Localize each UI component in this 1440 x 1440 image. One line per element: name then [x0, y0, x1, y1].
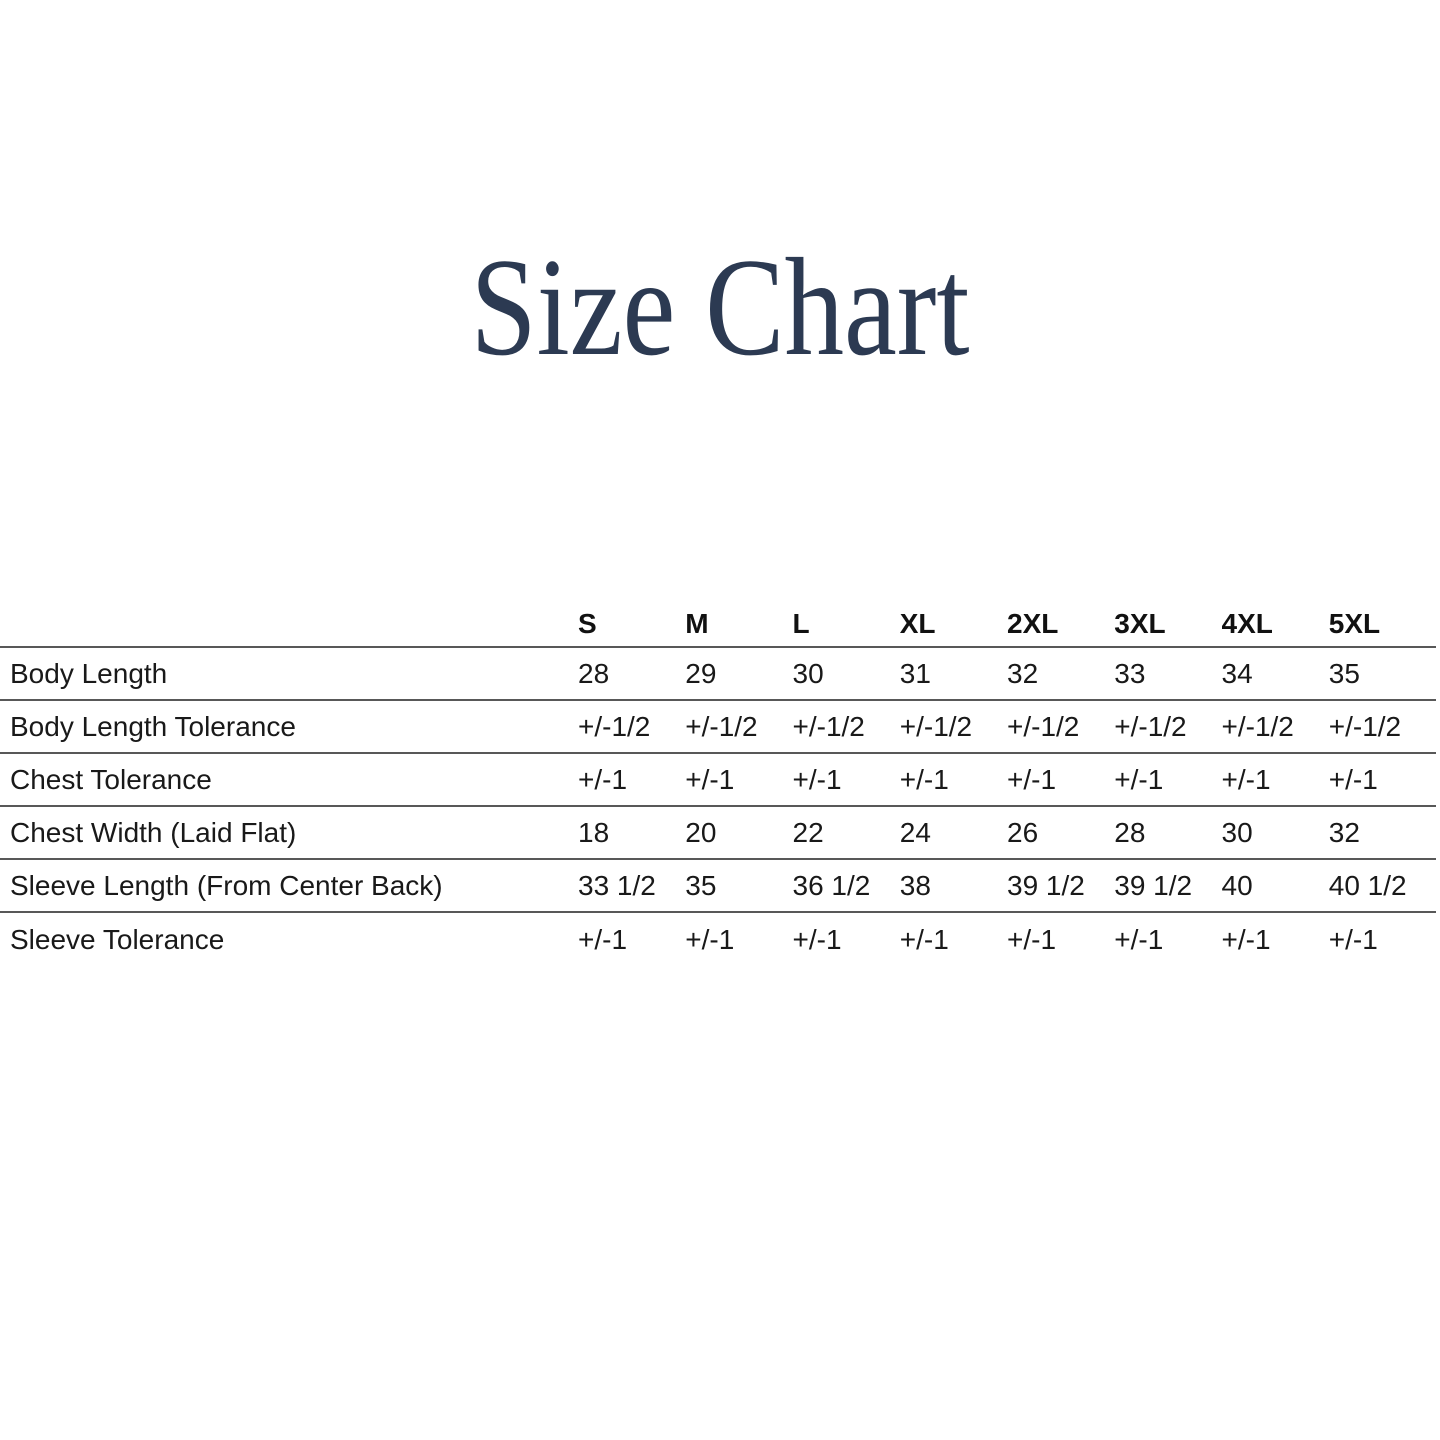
table-row [0, 701, 1436, 754]
row-label: Chest Tolerance [10, 763, 212, 795]
column-header-4xl: 4XL [1221, 608, 1273, 639]
value-cell: 36 1/2 [792, 869, 871, 901]
value-cell: +/-1 [1114, 763, 1164, 795]
value-cell: +/-1 [1114, 923, 1164, 955]
value-cell: 28 [1114, 816, 1146, 848]
row-label: Sleeve Length (From Center Back) [10, 869, 443, 901]
value-cell: +/-1 [1328, 923, 1378, 955]
value-cell: 39 1/2 [1114, 869, 1193, 901]
value-cell: 31 [899, 657, 931, 689]
value-cell: +/-1/2 [1114, 710, 1187, 742]
value-cell: 32 [1007, 657, 1039, 689]
value-cell: +/-1 [1007, 923, 1057, 955]
value-cell: 35 [1328, 657, 1360, 689]
row-label: Sleeve Tolerance [10, 923, 225, 955]
value-cell: 39 1/2 [1007, 869, 1085, 901]
value-cell: 22 [792, 816, 824, 848]
column-header-5xl: 5XL [1328, 608, 1381, 639]
row-label: Body Length Tolerance [10, 710, 296, 742]
table-row [0, 913, 1436, 966]
value-cell: 40 [1221, 869, 1253, 901]
size-table-header-row [0, 600, 1436, 648]
row-label: Body Length [10, 657, 168, 689]
table-row [0, 807, 1436, 860]
value-cell: +/-1/2 [1221, 710, 1294, 742]
value-cell: 38 [899, 869, 931, 901]
value-cell: 32 [1328, 816, 1360, 848]
value-cell: 28 [578, 657, 610, 689]
table-row [0, 860, 1436, 913]
table-row [0, 648, 1436, 701]
column-header-3xl: 3XL [1114, 608, 1166, 639]
value-cell: +/-1 [792, 763, 842, 795]
value-cell: 30 [1221, 816, 1253, 848]
value-cell: +/-1/2 [792, 710, 865, 742]
value-cell: +/-1 [1221, 923, 1271, 955]
value-cell: +/-1/2 [685, 710, 758, 742]
value-cell: 33 1/2 [578, 869, 656, 901]
value-cell: +/-1 [1221, 763, 1271, 795]
column-header-s: S [578, 608, 597, 639]
value-cell: +/-1 [685, 923, 735, 955]
value-cell: +/-1 [1328, 763, 1378, 795]
value-cell: +/-1 [1007, 763, 1057, 795]
column-header-l: L [792, 608, 810, 639]
value-cell: 24 [899, 816, 931, 848]
value-cell: +/-1 [685, 763, 735, 795]
value-cell: +/-1 [899, 923, 949, 955]
column-header-m: M [685, 608, 709, 639]
value-cell: +/-1 [578, 763, 628, 795]
column-header-xl: XL [899, 608, 936, 639]
value-cell: 26 [1007, 816, 1039, 848]
value-cell: 29 [685, 657, 717, 689]
value-cell: 18 [578, 816, 610, 848]
value-cell: 35 [685, 869, 717, 901]
value-cell: +/-1 [899, 763, 949, 795]
value-cell: 34 [1221, 657, 1253, 689]
value-cell: +/-1 [578, 923, 628, 955]
table-row [0, 754, 1436, 807]
value-cell: 20 [685, 816, 717, 848]
value-cell: +/-1/2 [899, 710, 973, 742]
value-cell: +/-1/2 [578, 710, 651, 742]
value-cell: 33 [1114, 657, 1146, 689]
row-label: Chest Width (Laid Flat) [10, 816, 297, 848]
size-table-body [0, 648, 1436, 966]
value-cell: 40 1/2 [1328, 869, 1407, 901]
value-cell: +/-1 [792, 923, 842, 955]
page-title: Size Chart [470, 230, 970, 385]
value-cell: +/-1/2 [1328, 710, 1402, 742]
value-cell: 30 [792, 657, 824, 689]
size-chart-table [0, 600, 1436, 966]
column-header-2xl: 2XL [1007, 608, 1059, 639]
value-cell: +/-1/2 [1007, 710, 1080, 742]
